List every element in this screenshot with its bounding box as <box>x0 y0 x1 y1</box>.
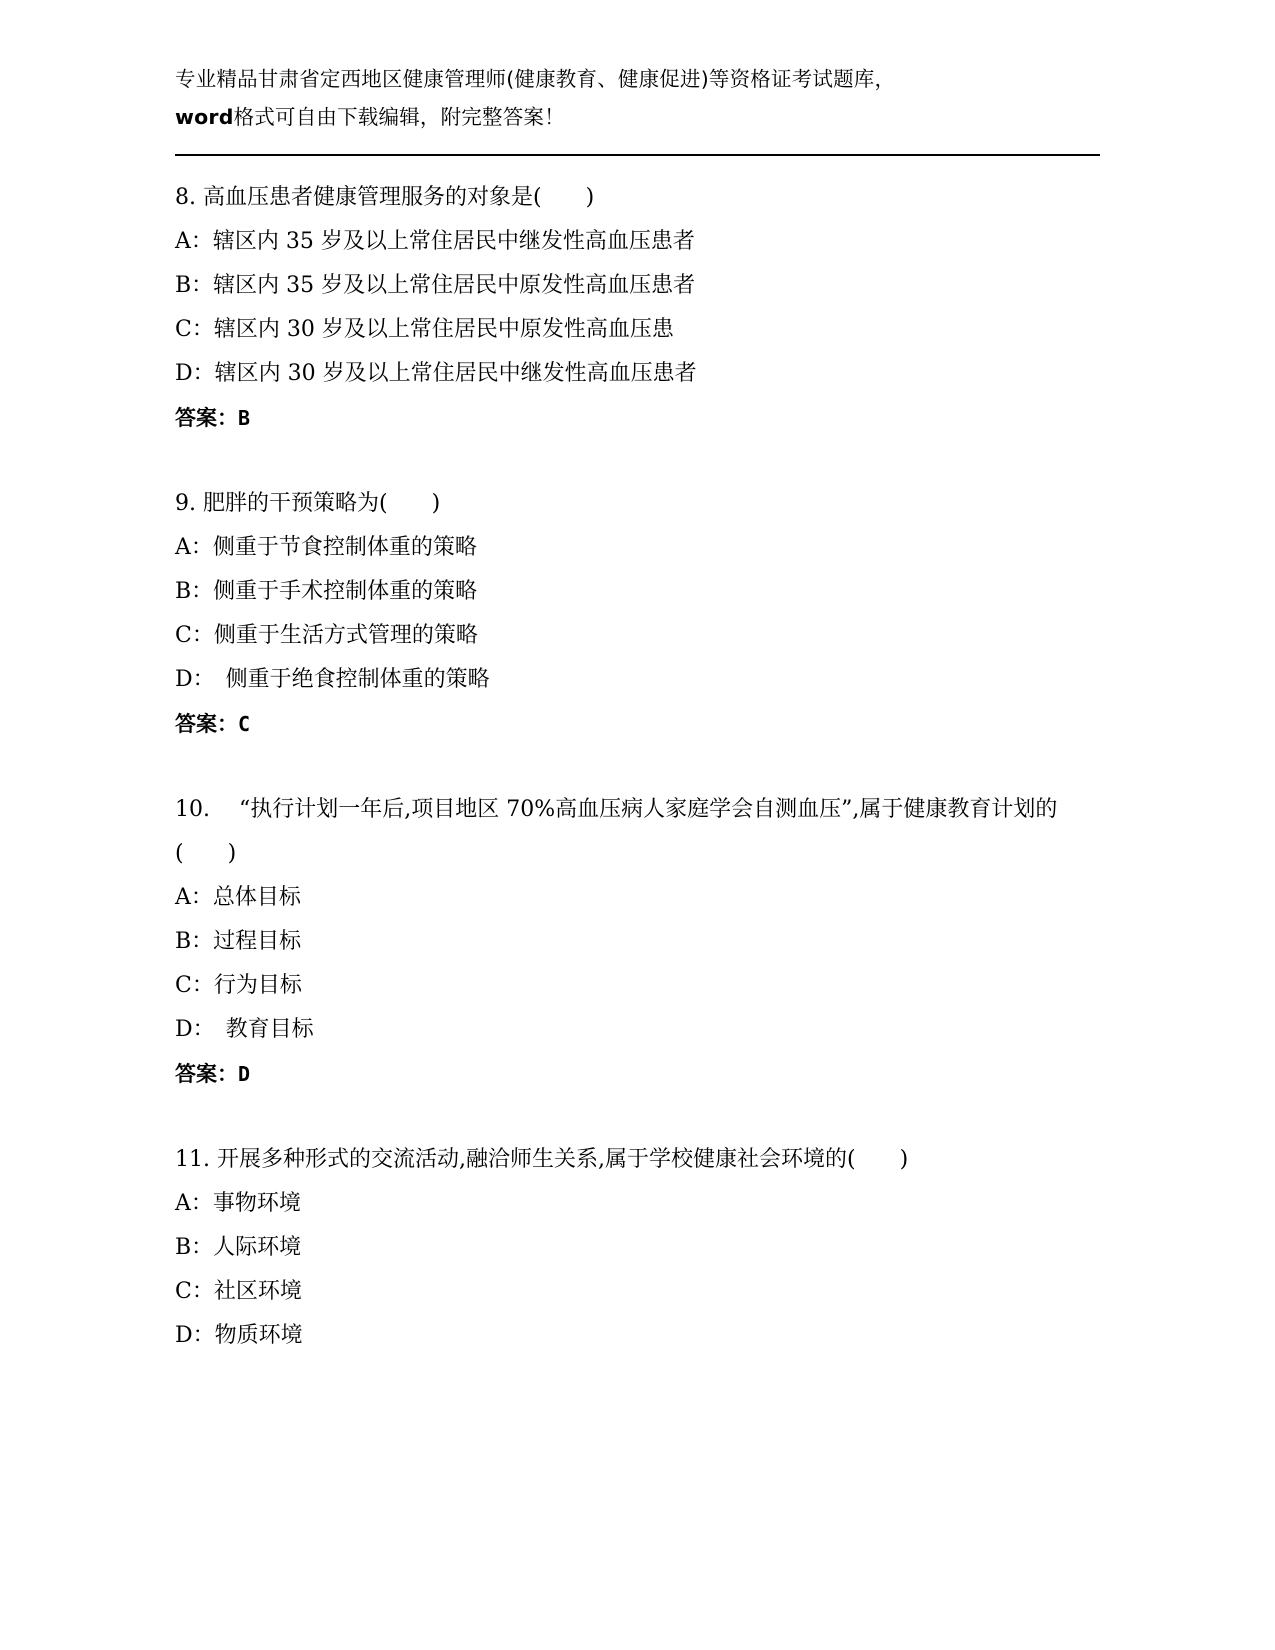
option-label: D： <box>175 1017 204 1042</box>
option-text: 侧重于节食控制体重的策略 <box>212 535 477 560</box>
option-row <box>175 220 1100 264</box>
option-label: B： <box>175 1235 214 1260</box>
question-stem-text: 开展多种形式的交流活动,融洽师生关系,属于学校健康社会环境的( ) <box>217 1147 909 1172</box>
option-text: 人际环境 <box>213 1235 302 1260</box>
question-number: 9. <box>175 491 196 516</box>
question-block <box>175 788 1100 1096</box>
option-label: A： <box>175 229 213 254</box>
option-label: D： <box>175 1323 215 1348</box>
question-block <box>175 482 1100 746</box>
option-label: C： <box>175 623 214 648</box>
option-label: B： <box>175 273 214 298</box>
option-text: 行为目标 <box>213 973 302 998</box>
option-row <box>175 1270 1100 1314</box>
option-text: 辖区内 30 岁及以上常住居民中继发性高血压患者 <box>214 361 697 386</box>
option-row <box>175 570 1100 614</box>
option-row <box>175 1314 1100 1358</box>
answer-value: B <box>238 406 251 430</box>
option-label: C： <box>175 973 214 998</box>
option-row <box>175 308 1100 352</box>
answer-row <box>175 396 1100 440</box>
option-row <box>175 964 1100 1008</box>
questions-container <box>175 176 1100 1358</box>
answer-value: C <box>238 712 251 736</box>
option-row <box>175 1008 1100 1052</box>
option-text: 辖区内 35 岁及以上常住居民中继发性高血压患者 <box>212 229 695 254</box>
option-row <box>175 526 1100 570</box>
header-word-bold: word <box>175 105 234 129</box>
question-stem-text: “执行计划一年后,项目地区 70%高血压病人家庭学会自测血压”,属于健康教育计划的( ) <box>175 797 1058 866</box>
option-text: 侧重于手术控制体重的策略 <box>213 579 478 604</box>
header-line-2: 格式可自由下载编辑，附完整答案！ <box>233 105 565 129</box>
question-number: 10. <box>175 797 210 822</box>
question-block <box>175 1138 1100 1358</box>
option-row <box>175 1226 1100 1270</box>
option-row <box>175 264 1100 308</box>
option-text: 总体目标 <box>212 885 301 910</box>
option-label: A： <box>175 885 213 910</box>
option-label: B： <box>175 929 214 954</box>
header-divider <box>175 154 1100 156</box>
option-row <box>175 920 1100 964</box>
option-row <box>175 876 1100 920</box>
question-stem <box>175 1138 1100 1182</box>
question-number: 8. <box>175 185 196 210</box>
answer-label: 答案： <box>175 1062 238 1086</box>
answer-label: 答案： <box>175 712 238 736</box>
option-row <box>175 614 1100 658</box>
question-stem <box>175 788 1100 876</box>
option-text: 社区环境 <box>213 1279 302 1304</box>
answer-row <box>175 1052 1100 1096</box>
question-number: 11. <box>175 1147 210 1172</box>
question-block <box>175 176 1100 440</box>
answer-value: D <box>238 1062 251 1086</box>
header-line-1: 专业精品甘肃省定西地区健康管理师(健康教育、健康促进)等资格证考试题库， <box>175 67 896 91</box>
question-stem <box>175 482 1100 526</box>
option-row <box>175 658 1100 702</box>
option-text: 事物环境 <box>212 1191 301 1216</box>
answer-row <box>175 702 1100 746</box>
option-label: A： <box>175 1191 213 1216</box>
option-row <box>175 352 1100 396</box>
option-label: B： <box>175 579 214 604</box>
question-stem-text: 肥胖的干预策略为( ) <box>203 491 441 516</box>
option-text: 侧重于绝食控制体重的策略 <box>203 667 490 692</box>
option-text: 过程目标 <box>213 929 302 954</box>
answer-label: 答案： <box>175 406 238 430</box>
option-text: 教育目标 <box>203 1017 314 1042</box>
question-stem <box>175 176 1100 220</box>
option-label: D： <box>175 361 215 386</box>
option-label: C： <box>175 1279 214 1304</box>
question-stem-text: 高血压患者健康管理服务的对象是( ) <box>203 185 595 210</box>
option-label: C： <box>175 317 214 342</box>
option-label: A： <box>175 535 213 560</box>
option-text: 辖区内 35 岁及以上常住居民中原发性高血压患者 <box>213 273 696 298</box>
option-text: 辖区内 30 岁及以上常住居民中原发性高血压患 <box>213 317 674 342</box>
option-text: 侧重于生活方式管理的策略 <box>213 623 478 648</box>
option-row <box>175 1182 1100 1226</box>
page-header <box>175 60 1100 136</box>
option-label: D： <box>175 667 204 692</box>
option-text: 物质环境 <box>214 1323 303 1348</box>
